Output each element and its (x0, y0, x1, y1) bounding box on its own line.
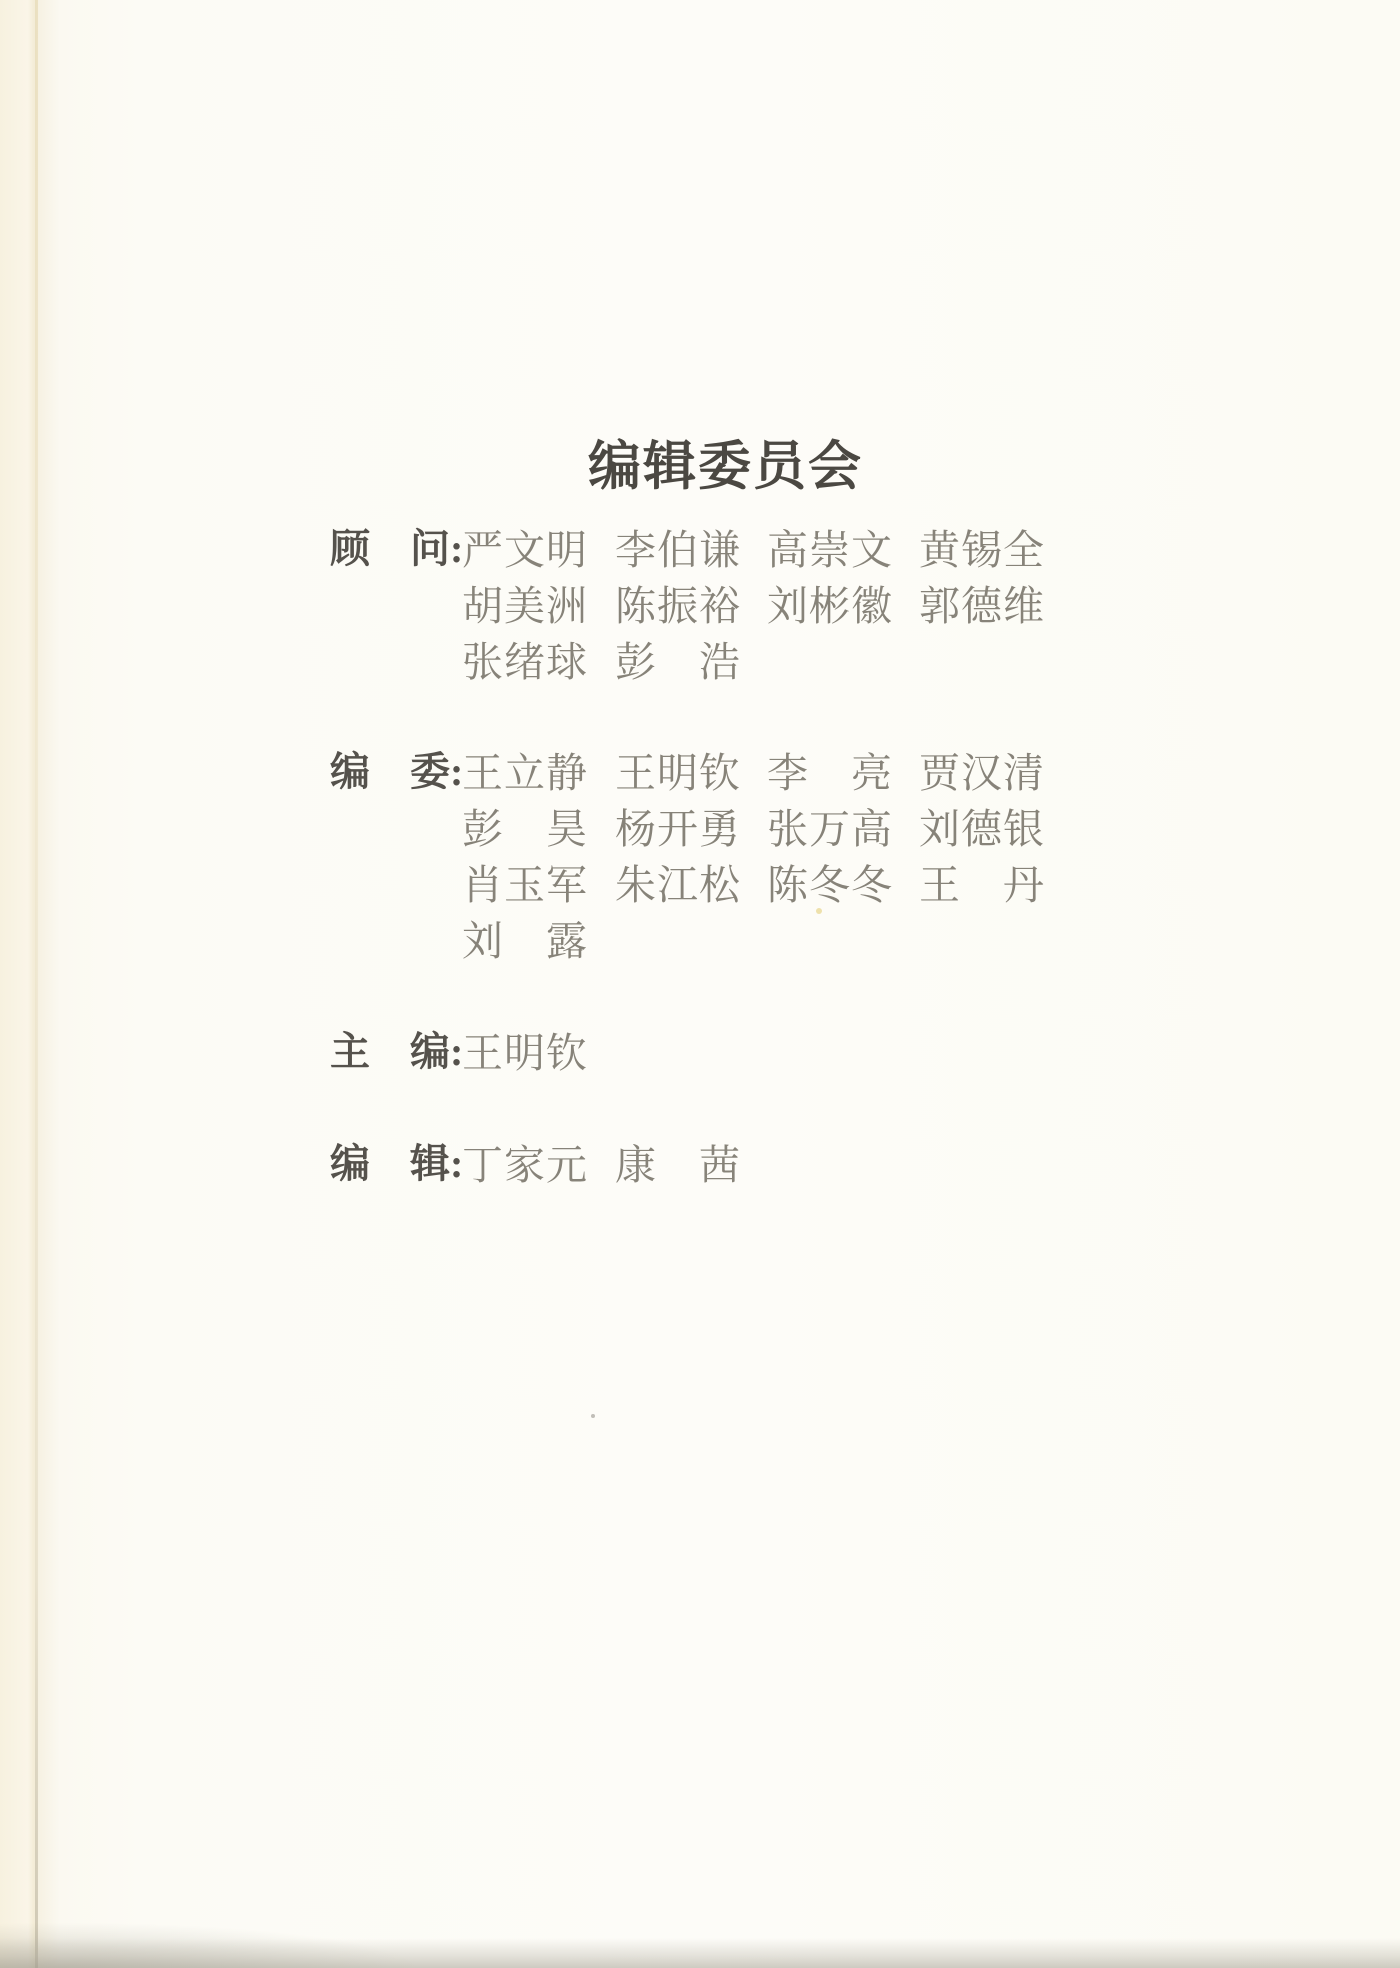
committee-member-name: 彭 浩 (615, 639, 741, 685)
page-fold-line (35, 0, 38, 1968)
section-label: 顾 问: (330, 526, 464, 571)
committee-member-name: 刘彬徽 (767, 583, 893, 629)
section-row (462, 573, 1074, 629)
section-row (462, 852, 1074, 908)
scan-shadow-bottom (0, 1938, 1400, 1968)
section-row (462, 629, 1074, 685)
committee-member-name: 黄锡全 (919, 527, 1045, 573)
committee-member-name: 朱江松 (615, 862, 741, 908)
section-row (462, 1020, 1074, 1076)
committee-member-name: 王立静 (462, 750, 588, 796)
committee-member-name: 王明钦 (462, 1030, 588, 1076)
scan-speck-gray (591, 1414, 595, 1418)
scan-shadow-corner (0, 1922, 420, 1968)
section-row (462, 796, 1074, 852)
committee-member-name: 胡美洲 (462, 583, 588, 629)
page-title: 编辑委员会 (588, 437, 863, 496)
section-rows (462, 1132, 1074, 1188)
section-rows (462, 1020, 1074, 1076)
section-label: 编 辑: (330, 1141, 464, 1186)
committee-member-name: 王明钦 (615, 750, 741, 796)
committee-member-name: 陈振裕 (615, 583, 741, 629)
committee-member-name: 张绪球 (462, 639, 588, 685)
section-row (462, 1132, 1074, 1188)
committee-member-name: 刘 露 (462, 918, 588, 964)
committee-member-name: 高崇文 (767, 527, 893, 573)
committee-member-name: 王 丹 (919, 862, 1045, 908)
section-rows (462, 740, 1074, 964)
committee-member-name: 康 茜 (615, 1142, 741, 1188)
committee-member-name: 彭 昊 (462, 806, 588, 852)
committee-member-name: 李 亮 (767, 750, 893, 796)
section-row (462, 740, 1074, 796)
committee-member-name: 刘德银 (919, 806, 1045, 852)
section-label: 编 委: (330, 749, 464, 794)
committee-member-name: 肖玉军 (462, 862, 588, 908)
section-rows (462, 517, 1074, 685)
committee-member-name: 张万高 (767, 806, 893, 852)
committee-member-name: 李伯谦 (615, 527, 741, 573)
committee-member-name: 丁家元 (462, 1142, 588, 1188)
section-label: 主 编: (330, 1029, 464, 1074)
committee-member-name: 严文明 (462, 527, 588, 573)
section-row (462, 517, 1074, 573)
committee-member-name: 陈冬冬 (767, 862, 893, 908)
committee-member-name: 杨开勇 (615, 806, 741, 852)
section-row (462, 908, 1074, 964)
committee-member-name: 郭德维 (919, 583, 1045, 629)
committee-member-name: 贾汉清 (919, 750, 1045, 796)
